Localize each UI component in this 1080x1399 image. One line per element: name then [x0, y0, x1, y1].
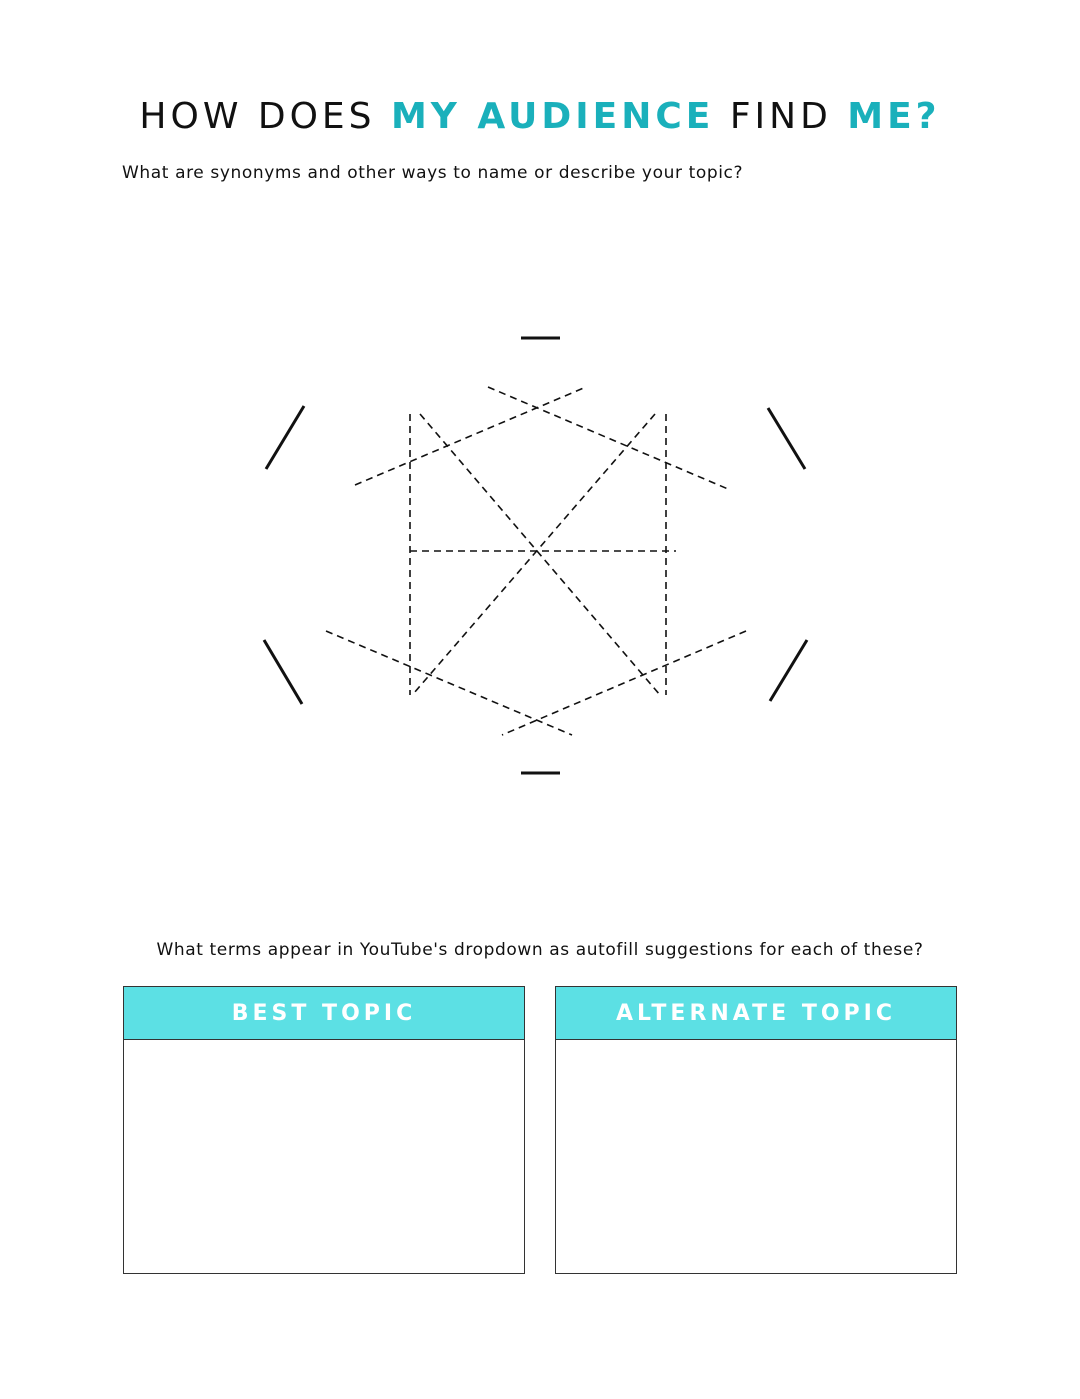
best-topic-label: BEST TOPIC	[231, 1000, 417, 1026]
title-part-3: FIND	[714, 96, 848, 138]
alternate-topic-writing-area[interactable]	[556, 1040, 956, 1273]
best-topic-box	[123, 986, 525, 1274]
title-part-1: HOW DOES	[139, 96, 391, 138]
tick-upper-right	[768, 408, 805, 469]
connector-top-right	[488, 387, 728, 489]
synonyms-prompt: What are synonyms and other ways to name or describe your topic?	[122, 163, 744, 183]
best-topic-header	[124, 987, 524, 1040]
tick-lower-right	[770, 640, 807, 701]
connector-bottom-left	[326, 631, 572, 735]
page-title	[0, 96, 1080, 137]
best-topic-writing-area[interactable]	[124, 1040, 524, 1273]
connector-lines	[326, 387, 746, 735]
connector-diagonal-b	[414, 414, 655, 693]
alternate-topic-header	[556, 987, 956, 1040]
outer-ticks	[264, 338, 807, 773]
connector-diagonal-a	[420, 414, 660, 695]
connector-bottom-right	[502, 631, 746, 735]
connector-top-left	[355, 387, 586, 485]
autofill-prompt: What terms appear in YouTube's dropdown as autofill suggestions for each of these?	[156, 940, 924, 960]
tick-upper-left	[266, 406, 304, 469]
alternate-topic-label: ALTERNATE TOPIC	[616, 1000, 896, 1026]
title-accent-2: ME?	[847, 96, 941, 138]
tick-lower-left	[264, 640, 302, 704]
alternate-topic-box	[555, 986, 957, 1274]
synonym-web-diagram	[0, 230, 1080, 890]
title-accent-1: MY AUDIENCE	[390, 96, 715, 138]
